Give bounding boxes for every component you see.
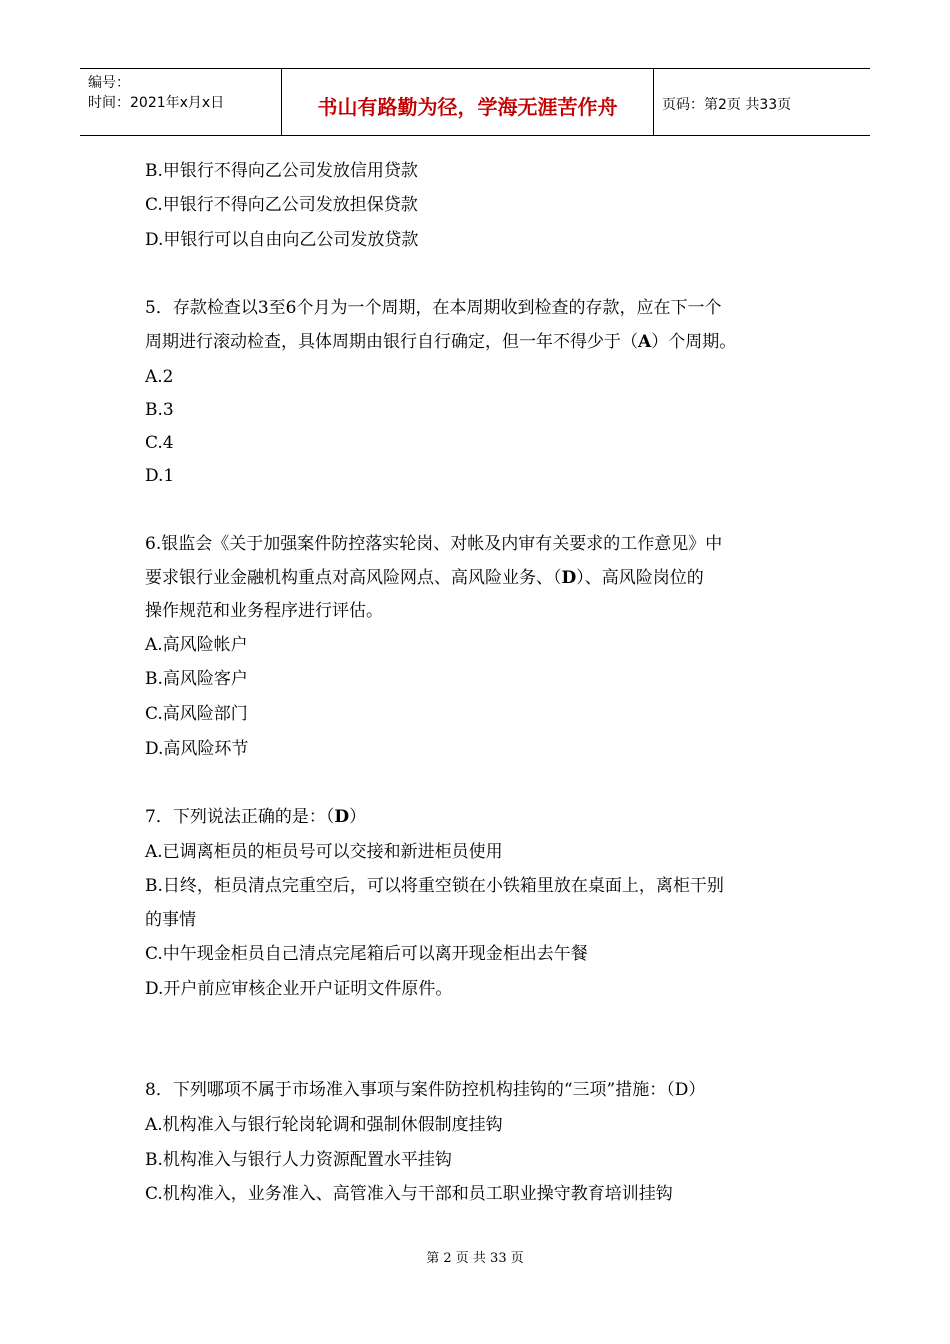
option-line: B.甲银行不得向乙公司发放信用贷款 (145, 161, 418, 181)
option-line: D.甲银行可以自由向乙公司发放贷款 (145, 230, 419, 250)
question-line: 要求银行业金融机构重点对高风险网点、高风险业务、（D）、高风险岗位的 (145, 568, 704, 588)
code-label: 编号： (88, 75, 130, 91)
question-line: 操作规范和业务程序进行评估。 (145, 601, 383, 621)
option-line: D.1 (145, 466, 175, 486)
answer-text: A (638, 332, 652, 352)
motto: 书山有路勤为径，学海无涯苦作舟 (317, 95, 618, 119)
option-line: B.高风险客户 (145, 669, 248, 689)
option-line: B.日终，柜员清点完重空后，可以将重空锁在小铁箱里放在桌面上，离柜干别 (145, 876, 724, 896)
option-line: C.4 (145, 433, 174, 453)
option-line: C.机构准入，业务准入、高管准入与干部和员工职业操守教育培训挂钩 (145, 1184, 673, 1204)
time-label: 时间：2021年x月x日 (88, 95, 225, 111)
option-line: D.高风险环节 (145, 739, 249, 759)
header-motto-cell (282, 69, 654, 135)
answer-text: D (334, 807, 350, 827)
option-line: A.已调离柜员的柜员号可以交接和新进柜员使用 (145, 842, 503, 862)
question-line: 7．下列说法正确的是：（D） (145, 807, 367, 827)
option-line: C.甲银行不得向乙公司发放担保贷款 (145, 195, 418, 215)
option-line: C.中午现金柜员自己清点完尾箱后可以离开现金柜出去午餐 (145, 944, 588, 964)
question-line: 周期进行滚动检查，具体周期由银行自行确定，但一年不得少于（A）个周期。 (145, 332, 737, 352)
option-line: A.高风险帐户 (145, 635, 248, 655)
answer-text: D (561, 568, 577, 588)
question-line: 8．下列哪项不属于市场准入事项与案件防控机构挂钩的“三项”措施：（D） (145, 1080, 706, 1100)
option-line: A.机构准入与银行轮岗轮调和强制休假制度挂钩 (145, 1115, 503, 1135)
option-line: B.机构准入与银行人力资源配置水平挂钩 (145, 1150, 452, 1170)
option-line: D.开户前应审核企业开户证明文件原件。 (145, 979, 453, 999)
question-line: 6.银监会《关于加强案件防控落实轮岗、对帐及内审有关要求的工作意见》中 (145, 534, 723, 554)
option-line: C.高风险部门 (145, 704, 248, 724)
page-footer: 第 2 页 共 33 页 (426, 1251, 524, 1266)
page-label: 页码：第2页 共33页 (662, 97, 792, 113)
option-line: A.2 (145, 367, 174, 387)
header-table (80, 68, 870, 136)
header-info-cell (80, 69, 282, 135)
header-page-cell (654, 69, 870, 135)
option-line: B.3 (145, 400, 174, 420)
option-line: 的事情 (145, 910, 196, 930)
question-line: 5．存款检查以3至6个月为一个周期，在本周期收到检查的存款，应在下一个 (145, 298, 722, 318)
